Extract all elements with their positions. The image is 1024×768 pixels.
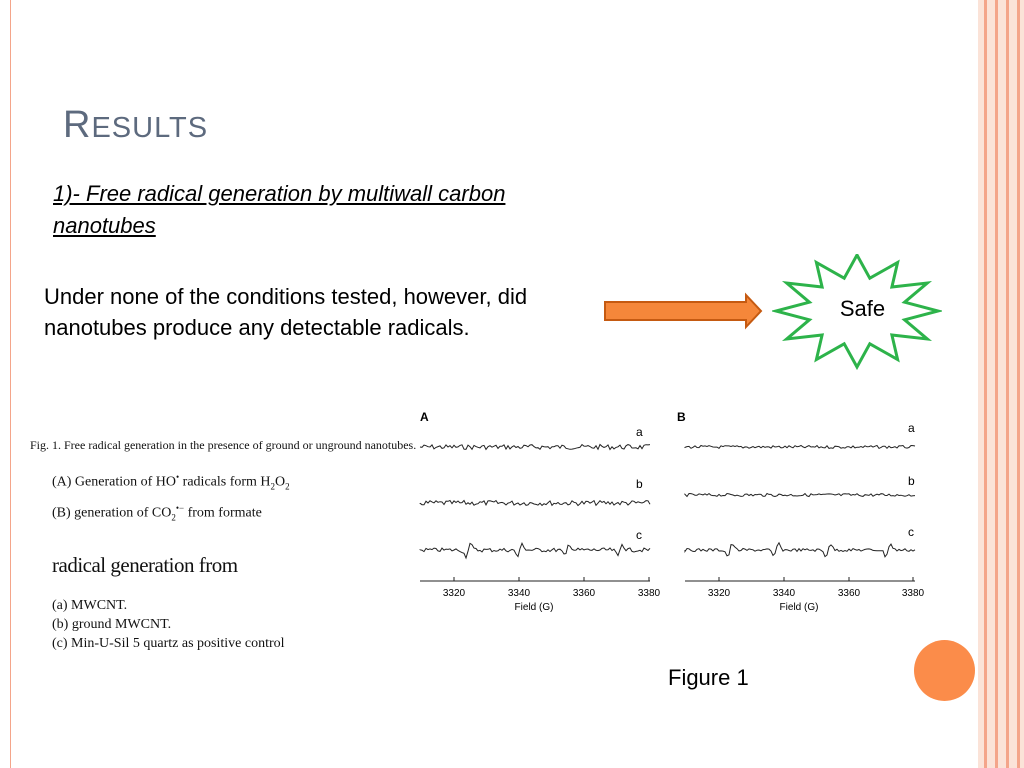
spectrum-trace bbox=[420, 501, 650, 506]
spectrum-trace bbox=[685, 446, 915, 449]
title-rest: ESULTS bbox=[91, 112, 209, 144]
x-tick-label: 3340 bbox=[772, 588, 796, 599]
safe-label: Safe bbox=[839, 296, 886, 321]
figure-caption: Fig. 1. Free radical generation in the presence of ground or unground nanotubes. bbox=[30, 438, 417, 452]
x-tick-label: 3360 bbox=[572, 588, 596, 599]
epr-spectra-figure bbox=[412, 405, 932, 617]
trace-label: c bbox=[908, 525, 914, 539]
x-tick-label: 3320 bbox=[442, 588, 466, 599]
section-subtitle: 1)- Free radical generation by multiwall carbon nanotubes bbox=[53, 181, 506, 238]
result-statement: Under none of the conditions tested, however, did nanotubes produce any detectable radicals. bbox=[44, 284, 528, 340]
x-tick-label: 3380 bbox=[637, 588, 661, 599]
frame-stripe bbox=[995, 0, 998, 768]
trace-label: b bbox=[908, 474, 915, 488]
trace-label: b bbox=[636, 477, 643, 491]
x-tick-label: 3320 bbox=[707, 588, 731, 599]
spectrum-trace bbox=[685, 543, 915, 557]
panel-label: B bbox=[677, 410, 686, 424]
spectrum-trace bbox=[420, 445, 650, 450]
figure-label: Figure 1 bbox=[668, 665, 749, 690]
x-axis-label: Field (G) bbox=[779, 602, 819, 613]
sample-item: (c) Min-U-Sil 5 quartz as positive control bbox=[52, 636, 285, 651]
title-initial: R bbox=[63, 104, 92, 146]
legend-a: (A) Generation of HO• radicals form $H_2O_2$ bbox=[52, 472, 290, 492]
trace-label: a bbox=[908, 421, 915, 435]
x-axis-label: Field (G) bbox=[514, 602, 554, 613]
x-tick-label: 3340 bbox=[507, 588, 531, 599]
samples-heading: radical generation from bbox=[52, 553, 238, 577]
spectrum-trace bbox=[685, 494, 915, 497]
x-tick-label: 3380 bbox=[901, 588, 925, 599]
sample-item: (a) MWCNT. bbox=[52, 598, 128, 613]
frame-stripe bbox=[1006, 0, 1009, 768]
frame-stripe bbox=[984, 0, 987, 768]
trace-label: c bbox=[636, 528, 642, 542]
frame-stripe bbox=[1017, 0, 1020, 768]
panel-label: A bbox=[420, 410, 429, 424]
samples-list bbox=[52, 596, 285, 653]
legend-b: (B) generation of $CO_2^{•-}$ from formate bbox=[52, 503, 262, 523]
accent-circle bbox=[914, 640, 975, 701]
sample-item: (b) ground MWCNT. bbox=[52, 617, 172, 632]
left-frame-line bbox=[10, 0, 11, 768]
slide-title bbox=[63, 104, 208, 147]
trace-label: a bbox=[636, 425, 643, 439]
right-arrow-icon bbox=[603, 292, 763, 332]
spectrum-trace bbox=[420, 543, 650, 558]
x-tick-label: 3360 bbox=[837, 588, 861, 599]
